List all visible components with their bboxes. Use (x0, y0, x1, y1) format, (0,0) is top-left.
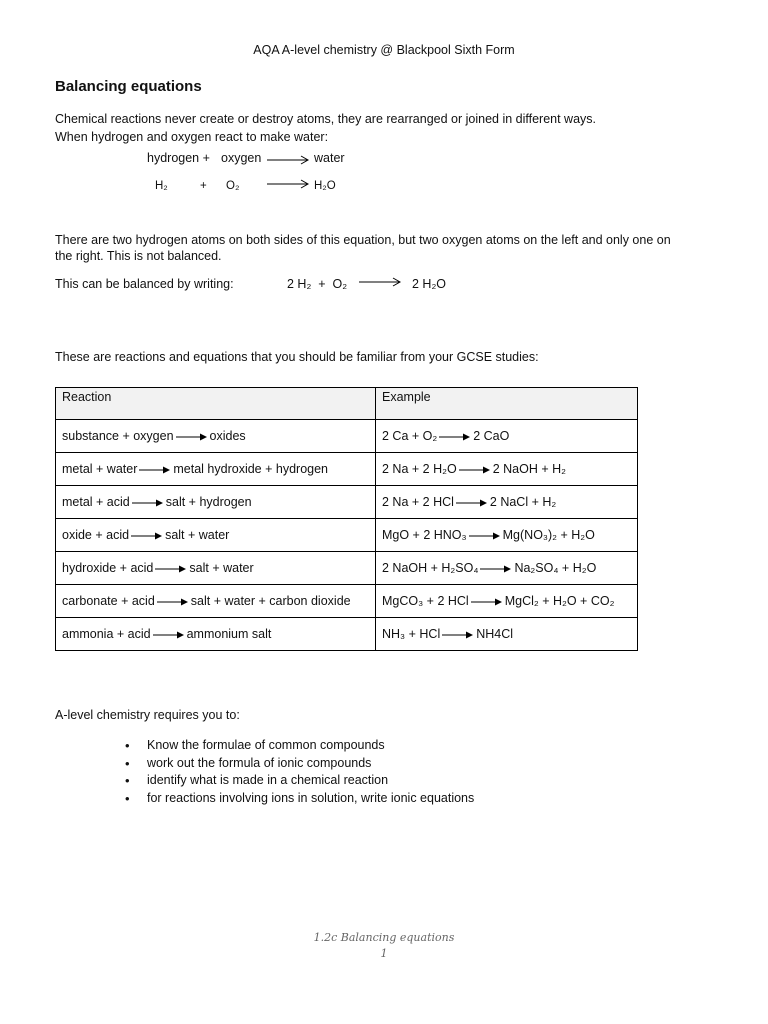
example-cell (376, 486, 638, 519)
intro-line-2: When hydrogen and oxygen react to make water: (55, 130, 329, 144)
arrow-icon (176, 432, 208, 442)
example-cell (376, 552, 638, 585)
reaction-cell (56, 618, 376, 651)
reaction-products: oxides (209, 429, 246, 443)
word-eq-oxygen: oxygen (221, 151, 262, 165)
arrow-icon (155, 564, 187, 574)
reaction-products: salt + hydrogen (165, 495, 252, 509)
footer-section: 1.2c Balancing equations (313, 931, 455, 944)
example-products: NH4Cl (476, 627, 514, 641)
column-header-example: Example (376, 388, 638, 420)
balanced-eq-left: 2 H₂ + O₂ (287, 277, 348, 291)
arrow-icon (456, 498, 488, 508)
reaction-reactants: carbonate + acid (62, 594, 155, 608)
column-header-reaction: Reaction (56, 388, 376, 420)
example-reactants: 2 Na + 2 HCl (382, 495, 454, 509)
arrow-icon (153, 630, 185, 640)
intro-line-1: Chemical reactions never create or destroy atoms, they are rearranged or joined in different ways. (55, 112, 597, 126)
arrow-icon (459, 465, 491, 475)
reactions-table (55, 387, 638, 651)
arrow-icon (139, 465, 171, 475)
example-reactants: NH₃ + HCl (382, 627, 441, 641)
symbol-eq-o2: O₂ (226, 180, 240, 192)
symbol-eq-h2: H₂ (155, 180, 168, 192)
reaction-reactants: ammonia + acid (62, 627, 151, 641)
requirements-list (108, 737, 474, 807)
table-row (56, 486, 638, 519)
list-item: • identify what is made in a chemical reaction (108, 772, 474, 790)
reaction-products: metal hydroxide + hydrogen (173, 462, 328, 476)
example-reactants: 2 NaOH + H₂SO₄ (382, 561, 479, 575)
reaction-cell (56, 486, 376, 519)
reaction-products: salt + water (165, 528, 230, 542)
example-cell (376, 618, 638, 651)
table-row (56, 618, 638, 651)
page-title: Balancing equations (55, 78, 202, 95)
list-item: • for reactions involving ions in solution, write ionic equations (108, 790, 474, 808)
arrow-icon (471, 597, 503, 607)
symbol-eq-plus: + (200, 180, 207, 192)
list-item: • work out the formula of ionic compounds (108, 755, 474, 773)
example-reactants: MgO + 2 HNO₃ (382, 528, 467, 542)
reaction-cell (56, 420, 376, 453)
symbol-eq-h2o: H₂O (314, 180, 336, 192)
example-reactants: 2 Ca + O₂ (382, 429, 438, 443)
table-row (56, 585, 638, 618)
table-row (56, 519, 638, 552)
open-arrow-icon (358, 276, 402, 288)
requirements-intro: A-level chemistry requires you to: (55, 708, 240, 722)
open-arrow-icon (266, 154, 310, 166)
example-cell (376, 519, 638, 552)
arrow-icon (442, 630, 474, 640)
example-products: MgCl₂ + H₂O + CO₂ (504, 594, 615, 608)
example-cell (376, 453, 638, 486)
table-row (56, 552, 638, 585)
word-eq-hydrogen: hydrogen + (147, 151, 210, 165)
list-item: • Know the formulae of common compounds (108, 737, 474, 755)
reaction-cell (56, 519, 376, 552)
arrow-icon (480, 564, 512, 574)
arrow-icon (132, 498, 164, 508)
table-row (56, 420, 638, 453)
example-products: 2 NaCl + H₂ (489, 495, 557, 509)
reaction-cell (56, 585, 376, 618)
example-products: Na₂SO₄ + H₂O (514, 561, 597, 575)
arrow-icon (439, 432, 471, 442)
explanation-line-1: There are two hydrogen atoms on both sides of this equation, but two oxygen atoms on the left and only one on (55, 233, 671, 247)
reaction-products: ammonium salt (186, 627, 272, 641)
arrow-icon (157, 597, 189, 607)
reaction-reactants: substance + oxygen (62, 429, 174, 443)
balanced-label: This can be balanced by writing: (55, 277, 234, 291)
reaction-cell (56, 453, 376, 486)
arrow-icon (131, 531, 163, 541)
reaction-products: salt + water + carbon dioxide (190, 594, 351, 608)
example-products: Mg(NO₃)₂ + H₂O (502, 528, 595, 542)
explanation-line-2: the right. This is not balanced. (55, 249, 222, 263)
example-cell (376, 420, 638, 453)
reaction-cell (56, 552, 376, 585)
example-reactants: 2 Na + 2 H₂O (382, 462, 457, 476)
reaction-reactants: oxide + acid (62, 528, 130, 542)
reaction-reactants: hydroxide + acid (62, 561, 154, 575)
gcse-intro: These are reactions and equations that you should be familiar from your GCSE studies: (55, 350, 539, 364)
word-eq-water: water (314, 151, 345, 165)
open-arrow-icon (266, 178, 310, 190)
table-row (56, 453, 638, 486)
reaction-reactants: metal + water (62, 462, 138, 476)
arrow-icon (469, 531, 501, 541)
table-header-row (56, 388, 638, 420)
example-products: 2 CaO (473, 429, 510, 443)
example-cell (376, 585, 638, 618)
example-products: 2 NaOH + H₂ (492, 462, 566, 476)
footer-page-number: 1 (380, 947, 388, 960)
page-header: AQA A-level chemistry @ Blackpool Sixth Form (253, 43, 515, 57)
reaction-products: salt + water (189, 561, 254, 575)
balanced-eq-right: 2 H₂O (412, 277, 447, 291)
reaction-reactants: metal + acid (62, 495, 130, 509)
example-reactants: MgCO₃ + 2 HCl (382, 594, 469, 608)
